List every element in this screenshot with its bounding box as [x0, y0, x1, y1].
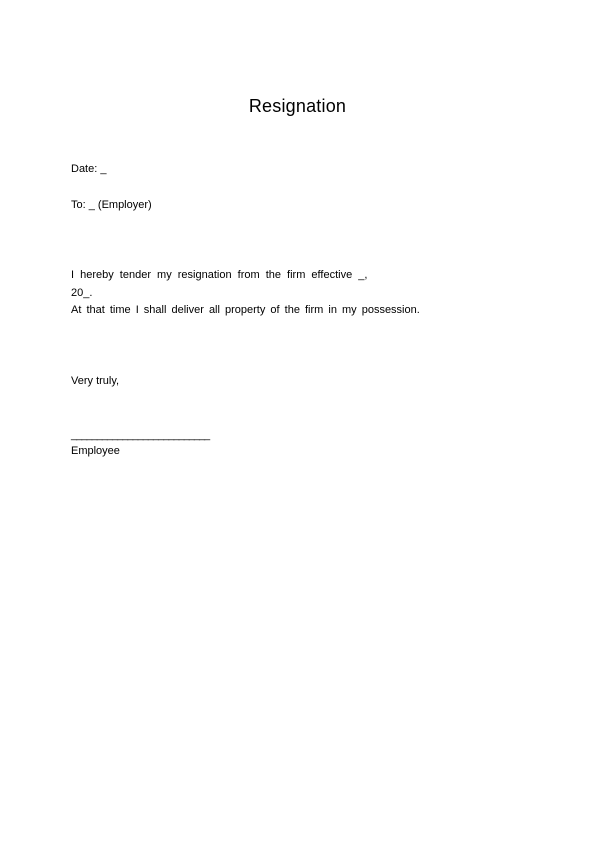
- body-line-1: I hereby tender my resignation from the firm effective _,: [71, 269, 368, 281]
- closing-line: Very truly,: [71, 375, 120, 387]
- recipient-line: To: _ (Employer): [71, 199, 152, 211]
- signature-line: ___________________________: [71, 429, 210, 441]
- body-line-3: At that time I shall deliver all property of the firm in my possession.: [71, 304, 420, 316]
- date-line: Date: _: [71, 163, 107, 175]
- document-title: Resignation: [248, 96, 347, 116]
- body-line-2: 20_.: [71, 287, 93, 299]
- signer-label: Employee: [71, 445, 120, 457]
